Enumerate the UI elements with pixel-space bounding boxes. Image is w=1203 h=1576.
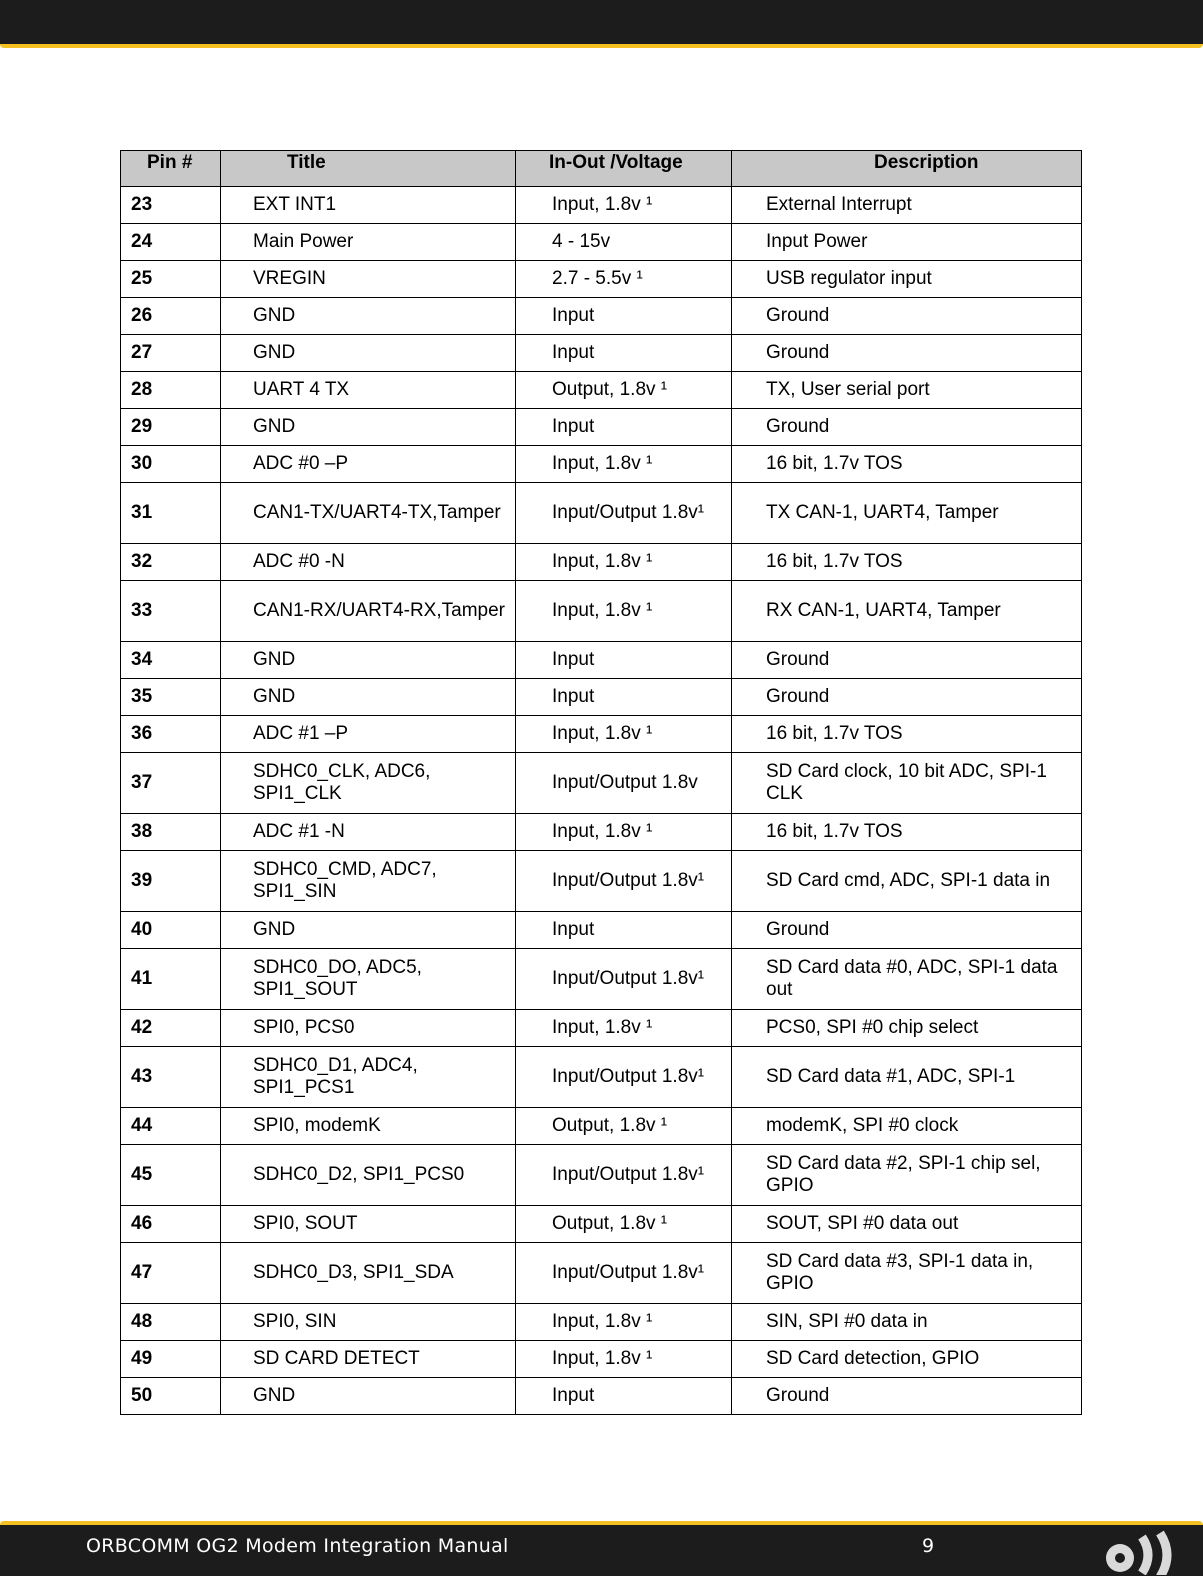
pin-cell: 49: [121, 1341, 221, 1378]
page-number: 9: [922, 1535, 935, 1557]
description-cell: SOUT, SPI #0 data out: [732, 1206, 1082, 1243]
title-cell: GND: [221, 912, 516, 949]
pin-cell: 50: [121, 1378, 221, 1415]
title-cell: SDHC0_D1, ADC4, SPI1_PCS1: [221, 1047, 516, 1108]
description-cell: SD Card data #1, ADC, SPI-1: [732, 1047, 1082, 1108]
title-cell: ADC #1 -N: [221, 814, 516, 851]
pin-cell: 24: [121, 224, 221, 261]
pin-cell: 25: [121, 261, 221, 298]
table-row: [121, 1047, 1082, 1108]
title-cell: SDHC0_CLK, ADC6, SPI1_CLK: [221, 753, 516, 814]
title-cell: EXT INT1: [221, 187, 516, 224]
io-cell: Input/Output 1.8v¹: [516, 851, 732, 912]
title-cell: ADC #1 –P: [221, 716, 516, 753]
table-row: [121, 1304, 1082, 1341]
table-row: [121, 446, 1082, 483]
table-header-row: [121, 151, 1082, 187]
pin-cell: 29: [121, 409, 221, 446]
description-cell: SD Card data #0, ADC, SPI-1 data out: [732, 949, 1082, 1010]
title-cell: SDHC0_D2, SPI1_PCS0: [221, 1145, 516, 1206]
table-row: [121, 642, 1082, 679]
pin-cell: 44: [121, 1108, 221, 1145]
description-cell: Ground: [732, 679, 1082, 716]
description-cell: SD Card clock, 10 bit ADC, SPI-1 CLK: [732, 753, 1082, 814]
description-cell: SIN, SPI #0 data in: [732, 1304, 1082, 1341]
title-cell: GND: [221, 679, 516, 716]
description-cell: 16 bit, 1.7v TOS: [732, 446, 1082, 483]
io-cell: Input/Output 1.8v: [516, 753, 732, 814]
io-cell: Input/Output 1.8v¹: [516, 1243, 732, 1304]
pin-cell: 39: [121, 851, 221, 912]
pin-cell: 35: [121, 679, 221, 716]
title-cell: SDHC0_DO, ADC5, SPI1_SOUT: [221, 949, 516, 1010]
description-cell: Ground: [732, 1378, 1082, 1415]
table-row: [121, 298, 1082, 335]
io-cell: Input, 1.8v ¹: [516, 1341, 732, 1378]
description-cell: TX CAN-1, UART4, Tamper: [732, 483, 1082, 544]
title-cell: SDHC0_CMD, ADC7, SPI1_SIN: [221, 851, 516, 912]
io-cell: Input: [516, 335, 732, 372]
table-row: [121, 716, 1082, 753]
title-cell: SPI0, modemK: [221, 1108, 516, 1145]
io-cell: 2.7 - 5.5v ¹: [516, 261, 732, 298]
pin-cell: 38: [121, 814, 221, 851]
title-cell: ADC #0 –P: [221, 446, 516, 483]
description-cell: SD Card detection, GPIO: [732, 1341, 1082, 1378]
table-row: [121, 224, 1082, 261]
io-cell: Input: [516, 912, 732, 949]
table-row: [121, 1206, 1082, 1243]
header-bar: [0, 0, 1203, 48]
io-cell: Input, 1.8v ¹: [516, 446, 732, 483]
table-row: [121, 372, 1082, 409]
io-cell: Input/Output 1.8v¹: [516, 483, 732, 544]
title-cell: CAN1-RX/UART4-RX,Tamper: [221, 581, 516, 642]
table-row: [121, 949, 1082, 1010]
pin-cell: 48: [121, 1304, 221, 1341]
pin-cell: 26: [121, 298, 221, 335]
pin-cell: 27: [121, 335, 221, 372]
io-cell: Input, 1.8v ¹: [516, 1010, 732, 1047]
pin-cell: 28: [121, 372, 221, 409]
title-cell: GND: [221, 642, 516, 679]
title-cell: CAN1-TX/UART4-TX,Tamper: [221, 483, 516, 544]
title-cell: Main Power: [221, 224, 516, 261]
pin-cell: 37: [121, 753, 221, 814]
pin-cell: 30: [121, 446, 221, 483]
pin-cell: 47: [121, 1243, 221, 1304]
io-cell: Input: [516, 409, 732, 446]
title-cell: GND: [221, 1378, 516, 1415]
pin-cell: 31: [121, 483, 221, 544]
col-header-description: Description: [732, 151, 1082, 187]
table-row: [121, 483, 1082, 544]
title-cell: GND: [221, 335, 516, 372]
io-cell: Output, 1.8v ¹: [516, 372, 732, 409]
io-cell: Input: [516, 1378, 732, 1415]
table-row: [121, 544, 1082, 581]
pin-cell: 34: [121, 642, 221, 679]
table-row: [121, 581, 1082, 642]
title-cell: VREGIN: [221, 261, 516, 298]
description-cell: 16 bit, 1.7v TOS: [732, 814, 1082, 851]
io-cell: Input, 1.8v ¹: [516, 581, 732, 642]
title-cell: SPI0, SIN: [221, 1304, 516, 1341]
description-cell: Ground: [732, 642, 1082, 679]
title-cell: SDHC0_D3, SPI1_SDA: [221, 1243, 516, 1304]
description-cell: Ground: [732, 298, 1082, 335]
table-row: [121, 261, 1082, 298]
io-cell: Input, 1.8v ¹: [516, 187, 732, 224]
io-cell: Input/Output 1.8v¹: [516, 949, 732, 1010]
table-row: [121, 1145, 1082, 1206]
description-cell: SD Card cmd, ADC, SPI-1 data in: [732, 851, 1082, 912]
table-row: [121, 753, 1082, 814]
io-cell: Output, 1.8v ¹: [516, 1108, 732, 1145]
title-cell: SPI0, SOUT: [221, 1206, 516, 1243]
description-cell: Ground: [732, 912, 1082, 949]
description-cell: modemK, SPI #0 clock: [732, 1108, 1082, 1145]
footer-title: ORBCOMM OG2 Modem Integration Manual: [86, 1535, 509, 1557]
io-cell: Input, 1.8v ¹: [516, 814, 732, 851]
table-row: [121, 1341, 1082, 1378]
table-row: [121, 409, 1082, 446]
pin-cell: 32: [121, 544, 221, 581]
title-cell: GND: [221, 409, 516, 446]
description-cell: Ground: [732, 409, 1082, 446]
io-cell: Input/Output 1.8v¹: [516, 1145, 732, 1206]
table-row: [121, 1378, 1082, 1415]
description-cell: USB regulator input: [732, 261, 1082, 298]
pin-cell: 41: [121, 949, 221, 1010]
io-cell: Input: [516, 298, 732, 335]
table-body: [121, 187, 1082, 1415]
pin-cell: 23: [121, 187, 221, 224]
table-row: [121, 187, 1082, 224]
pin-cell: 40: [121, 912, 221, 949]
col-header-title: Title: [221, 151, 516, 187]
table-row: [121, 335, 1082, 372]
pin-cell: 42: [121, 1010, 221, 1047]
io-cell: Input, 1.8v ¹: [516, 716, 732, 753]
description-cell: External Interrupt: [732, 187, 1082, 224]
col-header-pin: Pin #: [121, 151, 221, 187]
table-row: [121, 814, 1082, 851]
description-cell: PCS0, SPI #0 chip select: [732, 1010, 1082, 1047]
table-row: [121, 1010, 1082, 1047]
table-row: [121, 912, 1082, 949]
title-cell: UART 4 TX: [221, 372, 516, 409]
description-cell: 16 bit, 1.7v TOS: [732, 716, 1082, 753]
orbcomm-logo-icon: [1098, 1527, 1194, 1575]
io-cell: 4 - 15v: [516, 224, 732, 261]
io-cell: Input: [516, 642, 732, 679]
pin-cell: 36: [121, 716, 221, 753]
title-cell: GND: [221, 298, 516, 335]
title-cell: ADC #0 -N: [221, 544, 516, 581]
io-cell: Input: [516, 679, 732, 716]
io-cell: Input, 1.8v ¹: [516, 1304, 732, 1341]
description-cell: 16 bit, 1.7v TOS: [732, 544, 1082, 581]
io-cell: Input, 1.8v ¹: [516, 544, 732, 581]
pin-table: [120, 150, 1082, 1415]
table-row: [121, 1108, 1082, 1145]
title-cell: SPI0, PCS0: [221, 1010, 516, 1047]
description-cell: SD Card data #3, SPI-1 data in, GPIO: [732, 1243, 1082, 1304]
io-cell: Output, 1.8v ¹: [516, 1206, 732, 1243]
io-cell: Input/Output 1.8v¹: [516, 1047, 732, 1108]
description-cell: Input Power: [732, 224, 1082, 261]
description-cell: RX CAN-1, UART4, Tamper: [732, 581, 1082, 642]
table-row: [121, 851, 1082, 912]
col-header-io: In-Out /Voltage: [516, 151, 732, 187]
description-cell: SD Card data #2, SPI-1 chip sel, GPIO: [732, 1145, 1082, 1206]
pin-cell: 43: [121, 1047, 221, 1108]
description-cell: Ground: [732, 335, 1082, 372]
table-row: [121, 679, 1082, 716]
description-cell: TX, User serial port: [732, 372, 1082, 409]
title-cell: SD CARD DETECT: [221, 1341, 516, 1378]
footer-bar: [0, 1521, 1203, 1576]
pin-cell: 33: [121, 581, 221, 642]
pin-cell: 45: [121, 1145, 221, 1206]
table-row: [121, 1243, 1082, 1304]
pin-cell: 46: [121, 1206, 221, 1243]
